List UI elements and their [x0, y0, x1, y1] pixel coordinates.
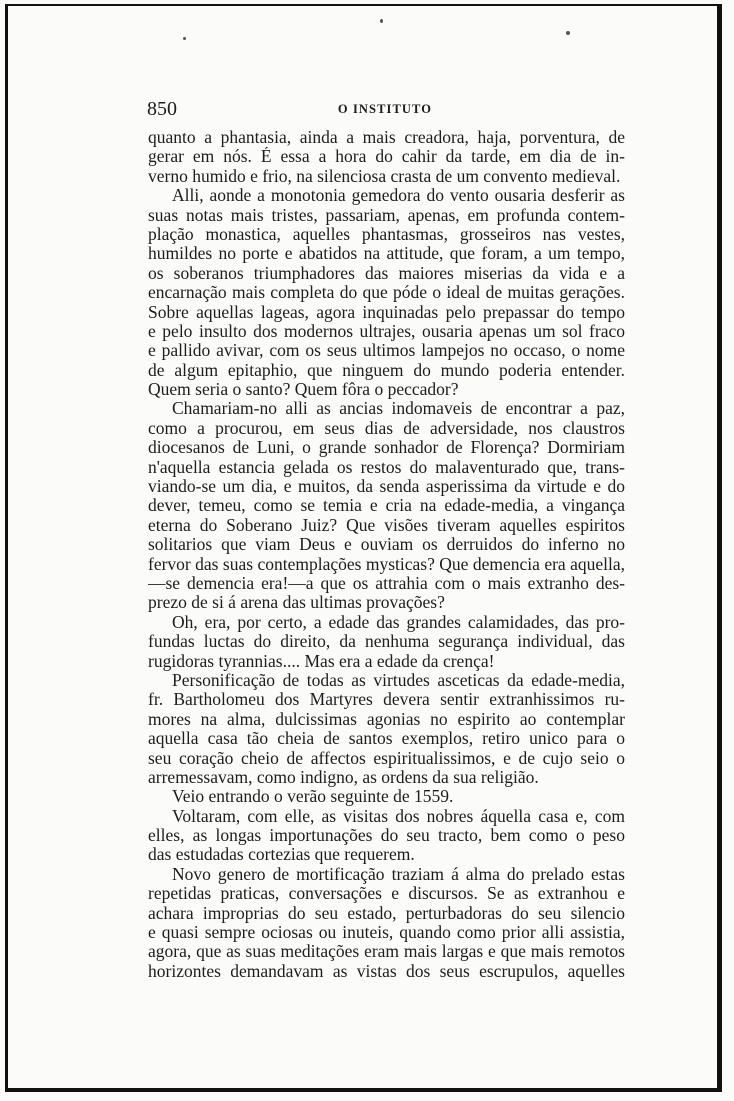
text-line: Quem seria o santo? Quem fôra o peccador? — [148, 380, 459, 400]
text-line: repetidas praticas, conversações e discursos. Se as extranhou e — [148, 884, 625, 904]
text-line: elles, as longas importunações do seu tracto, bem como o peso — [148, 826, 625, 846]
text-line: e pelo insulto dos modernos ultrajes, ousaria apenas um sol fraco — [148, 321, 625, 341]
text-line: Sobre aquellas lageas, agora inquinadas pelo prepassar do tempo — [148, 302, 625, 322]
text-line: plação monastica, aquelles phantasmas, grosseiros nas vestes, — [148, 224, 625, 244]
text-line: Alli, aonde a monotonia gemedora do vento ousaria desferir as — [172, 186, 625, 206]
page-header — [147, 96, 623, 122]
scan-speck — [380, 19, 383, 23]
text-line: n'aquella estancia gelada os restos do malaventurado que, trans- — [148, 457, 625, 477]
text-line: fervor das suas contemplações mysticas? Que demencia era aquella, — [148, 554, 625, 574]
text-line: Personificação de todas as virtudes asceticas da edade-media, — [172, 670, 625, 690]
text-line: arremessavam, como indigno, as ordens da sua religião. — [148, 767, 539, 787]
text-line: Chamariam-no alli as ancias indomaveis de encontrar a paz, — [172, 399, 625, 419]
text-line: os soberanos triumphadores das maiores miserias da vida e a — [148, 263, 625, 283]
text-line: aquella casa tão cheia de santos exemplos, retiro unico para o — [148, 729, 625, 749]
text-line: viando-se um dia, e muitos, da senda asperissima da virtude e do — [148, 477, 625, 497]
running-title: O INSTITUTO — [337, 102, 433, 116]
text-line: de algum epitaphio, que ninguem do mundo poderia entender. — [148, 360, 625, 380]
text-line: fr. Bartholomeu dos Martyres devera sentir extranhissimos ru- — [148, 690, 625, 710]
text-line: como a procurou, em seus dias de adversidade, nos claustros — [148, 418, 625, 438]
text-line: Oh, era, por certo, a edade das grandes calamidades, das pro- — [172, 612, 625, 632]
text-line: achara improprias do seu estado, perturbadoras do seu silencio — [148, 903, 625, 923]
text-line: Novo genero de mortificação traziam á alma do prelado estas — [172, 864, 625, 884]
text-line: agora, que as suas meditações eram mais largas e que mais remotos — [148, 942, 625, 962]
text-line: eterna do Soberano Juiz? Que visões tiveram aquelles espiritos — [148, 515, 625, 535]
text-line: fundas luctas do direito, da nenhuma segurança individual, das — [148, 632, 625, 652]
text-line: rugidoras tyrannias.... Mas era a edade da crença! — [148, 651, 495, 671]
text-line: mores na alma, dulcissimas agonias no espirito ao contemplar — [148, 709, 625, 729]
scan-speck — [566, 31, 570, 35]
body-text — [148, 128, 625, 981]
text-line: solitarios que viam Deus e ouviam os derruidos do inferno no — [148, 535, 625, 555]
text-line: seu coração cheio de affectos espiritualissimos, e de cujo seio o — [148, 748, 625, 768]
text-line: das estudadas cortezias que requerem. — [148, 845, 415, 865]
text-line: horizontes demandavam as vistas dos seus escrupulos, aquelles — [148, 961, 625, 981]
scan-speck — [183, 37, 186, 40]
text-line: verno humido e frio, na silenciosa crasta de um convento medieval. — [148, 166, 621, 186]
text-line: Voltaram, com elle, as visitas dos nobres áquella casa e, com — [172, 806, 625, 826]
text-line: encarnação mais completa do que póde o ideal de muitas gerações. — [148, 283, 625, 303]
text-line: dever, temeu, como se temia e cria na edade-media, a vingança — [148, 496, 625, 516]
text-line: quanto a phantasia, ainda a mais creadora, haja, porventura, de — [148, 128, 625, 147]
text-line: —se demencia era!—a que os attrahia com o mais extranho des- — [148, 573, 625, 593]
text-line: Veio entrando o verão seguinte de 1559. — [172, 787, 454, 807]
text-line: diocesanos de Luni, o grande sonhador de Florença? Dormiriam — [148, 438, 625, 458]
text-line: suas notas mais tristes, passariam, apenas, em profunda contem- — [148, 205, 625, 225]
text-line: e quasi sempre ociosas ou inuteis, quando como prior alli assistia, — [148, 923, 625, 943]
text-line: prezo de si á arena das ultimas provações? — [148, 593, 445, 613]
page-number: 850 — [147, 98, 177, 120]
text-line: humildes no porte e abatidos na attitude, que foram, a um tempo, — [148, 244, 625, 264]
text-line: e pallido avivar, com os seus ultimos lampejos no occaso, o nome — [148, 341, 625, 361]
text-line: gerar em nós. É essa a hora do cahir da tarde, em dia de in- — [148, 147, 625, 167]
